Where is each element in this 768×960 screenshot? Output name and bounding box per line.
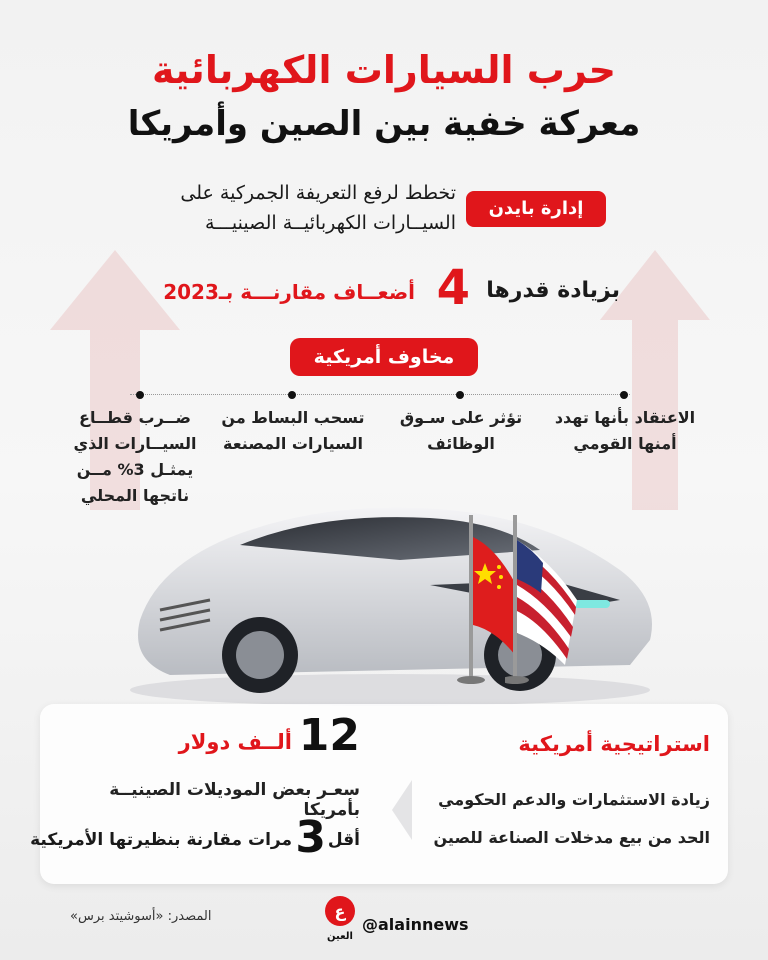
timeline-dot (620, 391, 628, 399)
biden-text-line: تخطط لرفع التعريفة الجمركية على (180, 182, 456, 204)
fears-badge: مخاوف أمريكية (290, 338, 478, 376)
timeline-dot (288, 391, 296, 399)
biden-text (150, 178, 456, 238)
biden-text-line: السيــارات الكهربائيــة الصينيـــة (205, 212, 456, 234)
cheaper-suffix: مرات مقارنة بنظيرتها الأمريكية (30, 830, 292, 850)
timeline-dot (456, 391, 464, 399)
increase-number: 4 (436, 260, 470, 316)
fear-item-line: يمثـل 3% مــن (76, 460, 194, 479)
electric-car-illustration (100, 490, 680, 710)
biden-badge: إدارة بايدن (466, 191, 606, 227)
increase-text: أضعــاف مقارنـــة بـ2023 (163, 280, 415, 304)
fear-item-line: ناتجها المحلي (80, 486, 190, 505)
price-number: 12 (298, 710, 360, 761)
timeline-dot (136, 391, 144, 399)
fear-item-line: الوظائف (427, 434, 495, 453)
fear-item-line: السيــارات الذي (73, 434, 197, 453)
price-text: سعـر بعض الموديلات الصينيــة بأمريكا (109, 780, 360, 820)
fear-item-line: السيارات المصنعة (223, 434, 363, 453)
social-handle: @alainnews (362, 915, 469, 934)
fear-item-line: تسحب البساط من (221, 408, 365, 427)
fear-item-line: ضــرب قطــاع (79, 408, 191, 427)
fear-item-jobs (386, 405, 536, 457)
chevron-left-icon (392, 780, 412, 840)
strategy-item: زيادة الاستثمارات والدعم الحكومي (438, 790, 710, 809)
usa-flag-icon (505, 515, 585, 685)
fear-item-line: تؤثر على سـوق (399, 408, 523, 427)
strategy-title: استراتيجية أمريكية (518, 732, 710, 756)
increase-block (150, 262, 620, 322)
cheaper-number: 3 (295, 812, 326, 863)
source-credit: المصدر: «أسوشيتد برس» (70, 909, 212, 924)
page-title: حرب السيارات الكهربائية (152, 48, 616, 92)
increase-label: بزيادة قدرها (486, 278, 620, 303)
fear-item-security (550, 405, 700, 457)
logo-text: العين (327, 931, 353, 942)
alain-logo (322, 895, 358, 943)
fear-item-manufacturers (218, 405, 368, 457)
fears-timeline (130, 394, 630, 395)
price-unit: ألــف دولار (178, 730, 292, 754)
strategy-item: الحد من بيع مدخلات الصناعة للصين (433, 828, 710, 847)
price-block (150, 710, 360, 766)
page-subtitle: معركة خفية بين الصين وأمريكا (127, 104, 641, 144)
fear-item-line: الاعتقاد بأنها تهدد (554, 408, 696, 427)
cheaper-block (30, 812, 360, 863)
fear-item-line: أمنها القومي (573, 434, 677, 453)
cheaper-prefix: أقل (327, 830, 360, 850)
logo-glyph: ع (334, 902, 346, 921)
